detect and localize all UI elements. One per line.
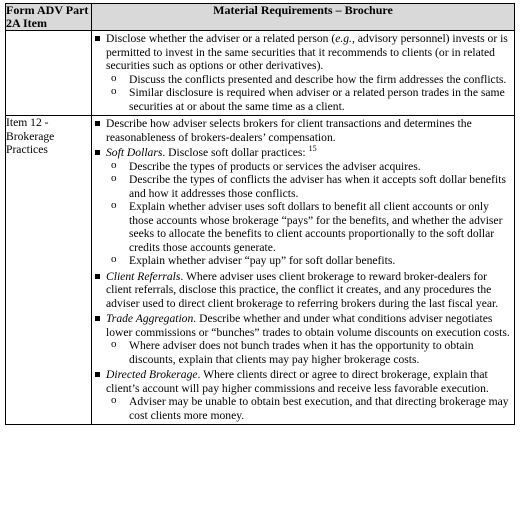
sub-list: [106, 339, 514, 366]
item-cell-empty: [6, 31, 92, 116]
table-row: [6, 31, 515, 116]
requirements-cell: [92, 31, 515, 116]
header-row: [6, 4, 515, 31]
sub-list: [106, 395, 514, 422]
requirements-cell: [92, 116, 515, 425]
table-row: [6, 116, 515, 425]
sub-list-item: o Similar disclosure is required when adviser or a related person trades in the same securities at or about the same time as a client.: [106, 86, 514, 113]
sub-list-item: o Describe the types of conflicts the adviser has when it accepts soft dollar benefits and how it addresses those conflicts.: [106, 173, 514, 200]
list-item-directed-brokerage: [92, 368, 514, 422]
header-form-item: Form ADV Part 2A Item: [6, 4, 92, 31]
list-item-client-referrals: [92, 270, 514, 311]
item-cell-brokerage-practices: Item 12 - Brokerage Practices: [6, 116, 92, 425]
list-item: [92, 32, 514, 113]
sub-list-item: o Adviser may be unable to obtain best execution, and that directing brokerage may cost clients more money.: [106, 395, 514, 422]
text-segment: , advisory personnel) invests or is permitted to invest in the same securities that it recommends to clients (or in related securities such as options or other derivatives).: [106, 32, 508, 72]
text-italic: e.g.: [335, 32, 352, 45]
text-italic: Trade Aggregation: [106, 312, 194, 325]
text-segment: . Describe whether and under what conditions adviser negotiates lower commissions or “bunches” trades to obtain volume discounts on execution costs.: [106, 312, 510, 339]
text-italic: Client Referrals: [106, 269, 181, 283]
requirements-table: [5, 3, 515, 425]
list-item: Describe how adviser selects brokers for client transactions and determines the reasonableness of brokers-dealers’ compensation.: [92, 117, 514, 144]
sub-list: [106, 160, 514, 268]
sub-list-item: o Explain whether adviser uses soft dollars to benefit all client accounts or only those accounts whose brokerage “pays” for the benefits, and whether the adviser seeks to allocate the benefits to client accounts proportionally to the soft dollar credits those accounts generate.: [106, 200, 514, 254]
text-italic: Directed Brokerage: [106, 368, 198, 381]
sub-list-item: o Describe the types of products or services the adviser acquires.: [106, 160, 514, 174]
header-material-requirements: Material Requirements – Brochure: [92, 4, 515, 31]
sub-list-item: o Where adviser does not bunch trades when it has the opportunity to obtain discounts, explain that clients may pay higher brokerage costs.: [106, 339, 514, 366]
bullet-list: [92, 117, 514, 422]
text-segment: . Where clients direct or agree to direct brokerage, explain that client’s account will pay higher commissions and receive less favorable execution.: [106, 368, 489, 395]
text-segment: Disclose whether the adviser or a related person (: [106, 32, 336, 45]
text-italic: Soft Dollars: [106, 146, 163, 159]
footnote-ref: 15: [308, 144, 317, 154]
list-item-soft-dollars: [92, 146, 514, 268]
list-item-trade-aggregation: [92, 312, 514, 366]
text-segment: . Disclose soft dollar practices:: [162, 146, 306, 159]
sub-list-item: o Discuss the conflicts presented and describe how the firm addresses the conflicts.: [106, 73, 514, 87]
text-segment: . Where adviser uses client brokerage to reward broker-dealers for client referrals, disclose this practice, the conflict it creates, and any procedures the adviser used to direct client brokerage to referring brokers during the last fiscal year.: [106, 269, 499, 310]
sub-list: [106, 73, 514, 114]
sub-list-item: o Explain whether adviser “pay up” for soft dollar benefits.: [106, 254, 514, 268]
bullet-list: [92, 32, 514, 113]
